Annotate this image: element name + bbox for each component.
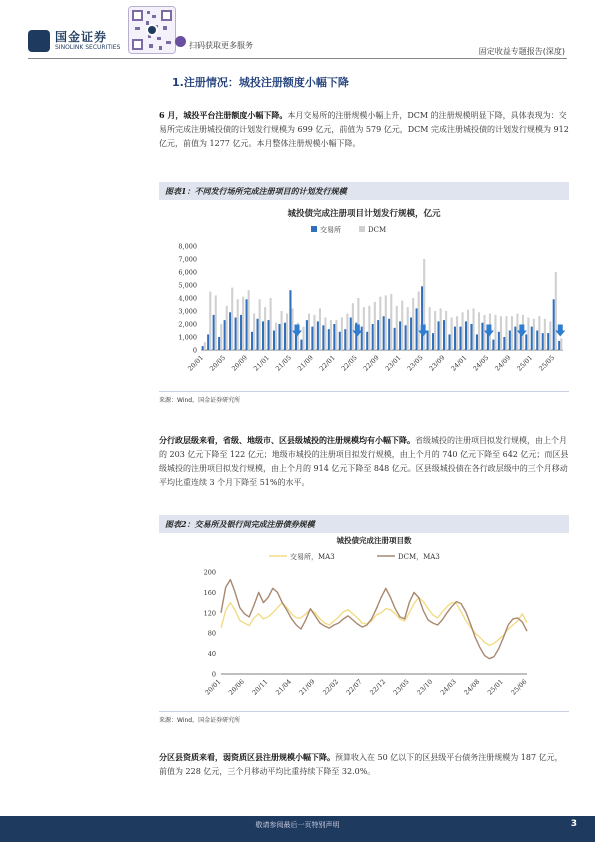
bar-exchange-23/01	[399, 321, 401, 350]
y-tick-label: 120	[203, 609, 216, 618]
report-type: 固定收益专题报告(深度)	[478, 47, 565, 56]
paragraph-2-lead: 分行政层级来看，省级、地级市、区县级城投的注册规模均有小幅下降。	[159, 435, 415, 445]
bar-dcm-22/07	[368, 306, 370, 350]
bar-exchange-24/03	[476, 334, 478, 350]
bar-dcm-21/03	[281, 311, 283, 350]
x-tick-label: 23/05	[391, 677, 411, 697]
header-divider	[28, 58, 567, 59]
x-tick-label: 22/02	[321, 677, 341, 697]
legend-swatch-dcm	[359, 226, 365, 232]
figure-1-label: 图表1：不同发行场所完成注册项目的计划发行规模	[165, 186, 347, 196]
bar-exchange-22/06	[361, 327, 363, 350]
paragraph-3-body: 预算收入在 50 亿以下的区县级平台债务注册规模为 187 亿元，前值为 228 亿元，三个月移动平均比重持续下降至 32.0%。	[159, 753, 563, 776]
page-number: 3	[570, 819, 577, 829]
bar-dcm-20/05	[226, 306, 228, 350]
bar-exchange-20/01	[202, 346, 204, 350]
bar-dcm-20/02	[209, 292, 211, 351]
bar-dcm-22/05	[357, 298, 359, 350]
bar-exchange-20/03	[213, 315, 215, 350]
qr-code[interactable]	[128, 6, 176, 54]
bar-exchange-25/01	[531, 327, 533, 350]
x-tick-label: 21/04	[274, 677, 294, 697]
paragraph-3	[159, 750, 569, 779]
bar-exchange-25/03	[542, 333, 544, 350]
bar-exchange-20/02	[207, 334, 209, 350]
bar-exchange-24/02	[470, 324, 472, 350]
y-tick-label: 1,000	[178, 333, 197, 342]
bar-exchange-20/12	[262, 321, 264, 350]
figure-1-header	[159, 182, 569, 200]
bar-dcm-24/12	[527, 318, 529, 351]
bar-dcm-25/05	[555, 272, 557, 350]
bar-dcm-23/03	[412, 298, 414, 350]
bar-exchange-25/05	[553, 299, 555, 350]
x-tick-label: 23/05	[405, 353, 425, 373]
x-tick-label: 21/09	[295, 353, 315, 373]
bar-dcm-22/08	[374, 302, 376, 350]
paragraph-2-body: 省级城投的注册项目拟发行规模，由上个月的 203 亿元下降至 122 亿元；地级市城投的注册项目拟发行规模，由上个月的 740 亿元下降至 642 亿元；而区县级城投的注册项目拟发行规模，由上个月的 914 亿元下降至 848 亿元。区县级城投债在各行政层级中的三个月移动平均比重连续 3 个月下降至 51%的水平。	[159, 436, 569, 487]
bar-dcm-21/10	[319, 308, 321, 350]
figure-2-source: 来源：Wind，国金证券研究所	[159, 717, 241, 724]
y-tick-label: 0	[211, 670, 216, 679]
figure-1-divider	[159, 391, 569, 392]
bar-dcm-21/05	[292, 308, 294, 350]
y-tick-label: 0	[192, 346, 197, 355]
y-tick-label: 5,000	[178, 281, 197, 290]
bar-dcm-24/02	[473, 308, 475, 350]
bar-dcm-25/03	[544, 319, 546, 350]
bar-exchange-25/04	[547, 333, 549, 350]
bar-dcm-22/04	[352, 303, 354, 350]
x-tick-label: 25/06	[509, 677, 529, 697]
bar-dcm-22/01	[335, 320, 337, 350]
x-tick-label: 21/05	[274, 353, 293, 373]
figure-2-header	[159, 515, 569, 533]
bar-exchange-25/02	[536, 331, 538, 351]
bar-dcm-20/04	[220, 324, 222, 350]
qr-code-pattern	[129, 7, 175, 53]
y-tick-label: 40	[207, 650, 216, 659]
legend-swatch-exchange	[311, 226, 317, 232]
bar-exchange-21/03	[278, 324, 280, 350]
y-tick-label: 4,000	[178, 294, 197, 303]
bar-dcm-23/08	[440, 308, 442, 350]
bar-dcm-20/08	[242, 297, 244, 350]
x-tick-label: 24/03	[438, 677, 458, 697]
bar-exchange-23/06	[427, 331, 429, 351]
x-tick-label: 24/01	[449, 353, 469, 373]
bar-dcm-23/07	[434, 311, 436, 350]
bar-exchange-23/12	[459, 327, 461, 350]
bar-exchange-22/08	[372, 324, 374, 350]
bar-dcm-23/04	[418, 292, 420, 351]
logo-icon	[28, 30, 50, 52]
bar-dcm-22/02	[341, 318, 343, 351]
chart-2-title: 城投债完成注册项目数	[336, 536, 412, 545]
paragraph-3-lead: 分区县资质来看，弱资质区县注册规模小幅下降。	[159, 752, 335, 762]
bar-dcm-24/07	[500, 316, 502, 350]
y-tick-label: 2,000	[178, 320, 197, 329]
bar-exchange-22/02	[339, 332, 341, 350]
x-tick-label: 23/10	[415, 677, 435, 697]
brand-name: 国金证券	[55, 30, 108, 44]
y-tick-label: 7,000	[178, 255, 197, 264]
bar-dcm-21/08	[308, 314, 310, 350]
bar-dcm-21/07	[302, 327, 304, 350]
bar-exchange-20/06	[229, 312, 231, 350]
bar-exchange-21/02	[273, 331, 275, 351]
bar-dcm-20/11	[259, 299, 261, 350]
bar-exchange-20/08	[240, 315, 242, 350]
bar-exchange-23/10	[448, 334, 450, 350]
line-dcm-ma3	[221, 580, 527, 659]
x-tick-label: 22/05	[339, 353, 359, 373]
bar-dcm-22/06	[363, 307, 365, 350]
bar-dcm-23/02	[407, 307, 409, 350]
bar-exchange-22/03	[344, 329, 346, 350]
wechat-icon	[175, 36, 186, 47]
paragraph-1-lead: 6 月，城投平台注册额度小幅下降。	[159, 110, 288, 120]
x-tick-label: 25/01	[515, 353, 535, 373]
x-tick-label: 22/12	[368, 677, 388, 697]
bar-dcm-25/01	[533, 319, 535, 350]
x-tick-label: 25/01	[485, 677, 505, 697]
chart-2	[159, 534, 569, 706]
x-tick-label: 20/09	[230, 353, 250, 373]
bar-exchange-21/08	[306, 320, 308, 350]
bar-dcm-21/04	[286, 314, 288, 350]
bar-dcm-21/01	[270, 298, 272, 350]
bar-dcm-20/03	[215, 295, 217, 350]
section-title: 1.注册情况：城投注册额度小幅下降	[172, 76, 349, 89]
x-tick-label: 25/05	[537, 353, 557, 373]
bar-exchange-22/10	[383, 316, 385, 350]
bar-exchange-21/12	[328, 329, 330, 350]
bar-exchange-24/12	[525, 334, 527, 350]
bar-dcm-20/10	[253, 314, 255, 350]
y-tick-label: 8,000	[178, 242, 197, 251]
x-tick-label: 24/05	[471, 353, 491, 373]
bar-exchange-20/07	[235, 318, 237, 351]
bar-exchange-22/04	[350, 318, 352, 351]
bar-dcm-24/09	[511, 316, 513, 350]
x-tick-label: 21/09	[297, 677, 317, 697]
x-tick-label: 23/01	[383, 353, 403, 373]
bar-dcm-24/04	[483, 315, 485, 350]
chart-1-title: 城投债完成注册项目计划发行规模，亿元	[287, 209, 441, 219]
bar-dcm-23/01	[401, 301, 403, 350]
bar-dcm-24/08	[505, 316, 507, 350]
bar-exchange-23/11	[454, 327, 456, 350]
bar-exchange-24/07	[498, 332, 500, 350]
bar-exchange-21/05	[289, 290, 291, 350]
footer-disclaimer[interactable]: 敬请参阅最后一页特别声明	[255, 821, 340, 829]
bar-dcm-23/05	[423, 259, 425, 350]
qr-caption: 扫码获取更多服务	[189, 41, 253, 50]
bar-exchange-24/06	[492, 340, 494, 350]
x-tick-label: 23/09	[427, 353, 447, 373]
y-tick-label: 3,000	[178, 307, 197, 316]
bar-exchange-21/04	[284, 323, 286, 350]
x-tick-label: 24/08	[462, 677, 482, 697]
bar-exchange-21/11	[322, 325, 324, 350]
x-tick-label: 22/07	[344, 677, 364, 697]
bar-exchange-21/09	[311, 327, 313, 350]
y-tick-label: 200	[203, 568, 216, 577]
bar-exchange-20/10	[251, 332, 253, 350]
bar-exchange-25/06	[558, 341, 560, 350]
x-tick-label: 20/01	[186, 353, 206, 373]
chart-1	[159, 202, 569, 390]
x-tick-label: 21/01	[252, 353, 271, 373]
legend-label-dcm: DCM	[368, 226, 387, 234]
y-tick-label: 6,000	[178, 268, 197, 277]
bar-exchange-24/04	[481, 323, 483, 350]
bar-exchange-22/12	[394, 328, 396, 350]
bar-dcm-21/02	[275, 323, 277, 350]
bar-exchange-23/02	[405, 325, 407, 350]
line-exchange-ma3	[221, 598, 527, 646]
bar-exchange-20/11	[257, 319, 259, 350]
bar-exchange-24/09	[509, 331, 511, 351]
bar-exchange-21/07	[300, 340, 302, 350]
figure-1-source: 来源：Wind，国金证券研究所	[159, 397, 241, 404]
bar-dcm-22/12	[396, 306, 398, 350]
bar-exchange-23/03	[410, 318, 412, 351]
bar-exchange-20/09	[246, 299, 248, 350]
x-tick-label: 24/09	[493, 353, 513, 373]
bar-dcm-23/10	[451, 318, 453, 351]
bar-exchange-23/05	[421, 286, 423, 350]
bar-exchange-20/05	[224, 320, 226, 350]
bar-exchange-22/09	[377, 320, 379, 350]
bar-dcm-20/07	[237, 299, 239, 350]
bar-exchange-24/01	[465, 321, 467, 350]
bar-dcm-24/01	[467, 310, 469, 350]
bar-exchange-22/07	[366, 332, 368, 350]
bar-dcm-25/04	[549, 321, 551, 350]
bar-dcm-23/11	[456, 316, 458, 350]
paragraph-1-body: 本月交易所的注册规模小幅上升，DCM 的注册规模明显下降，具体表现为：交易所完成注册城投债的计划发行规模为 699 亿元，前值为 579 亿元，DCM 完成注册城投债的计划发行规模为 912 亿元，前值为 1277 亿元。本月整体注册规模小幅下降。	[159, 111, 569, 148]
legend-label-exchange-ma3: 交易所，MA3	[290, 553, 335, 561]
bar-dcm-20/12	[264, 307, 266, 350]
bar-exchange-21/01	[267, 320, 269, 350]
paragraph-1	[159, 108, 569, 151]
x-tick-label: 22/09	[361, 353, 381, 373]
bar-dcm-21/11	[324, 318, 326, 351]
y-tick-label: 160	[203, 588, 216, 597]
bar-exchange-23/04	[416, 308, 418, 350]
bar-dcm-20/06	[231, 288, 233, 350]
x-tick-label: 22/01	[317, 353, 337, 373]
legend-label-exchange: 交易所	[320, 226, 341, 234]
x-tick-label: 20/05	[208, 353, 228, 373]
bar-exchange-23/08	[438, 321, 440, 350]
bar-exchange-22/11	[388, 319, 390, 350]
bar-exchange-24/10	[514, 327, 516, 350]
paragraph-2	[159, 433, 569, 490]
bar-dcm-22/09	[379, 297, 381, 350]
bar-dcm-20/09	[248, 290, 250, 350]
bar-exchange-23/07	[432, 333, 434, 350]
bar-exchange-21/10	[317, 321, 319, 350]
bar-dcm-22/10	[385, 295, 387, 350]
bar-dcm-21/09	[313, 315, 315, 350]
x-tick-label: 20/01	[203, 677, 223, 697]
bar-dcm-23/09	[445, 311, 447, 350]
bar-exchange-20/04	[218, 337, 220, 350]
bar-dcm-25/02	[538, 316, 540, 350]
bar-exchange-23/09	[443, 320, 445, 350]
figure-2-label: 图表2：交易所及银行间完成注册债券规模	[165, 519, 315, 529]
bar-dcm-25/06	[560, 338, 562, 350]
y-tick-label: 80	[207, 629, 216, 638]
bar-dcm-24/06	[494, 315, 496, 350]
bar-dcm-24/03	[478, 312, 480, 350]
bar-exchange-22/01	[333, 324, 335, 350]
bar-exchange-24/08	[503, 337, 505, 350]
x-tick-label: 20/11	[250, 677, 270, 697]
bar-dcm-23/12	[462, 312, 464, 350]
brand-name-en: SINOLINK SECURITIES	[55, 44, 121, 51]
bar-dcm-20/01	[204, 342, 206, 350]
legend-label-dcm-ma3: DCM，MA3	[398, 553, 440, 561]
bar-dcm-23/06	[429, 307, 431, 350]
bar-dcm-21/12	[330, 320, 332, 350]
bar-dcm-22/11	[390, 294, 392, 350]
figure-2-divider	[159, 711, 569, 712]
bar-dcm-22/03	[346, 314, 348, 350]
x-tick-label: 20/06	[227, 677, 246, 697]
